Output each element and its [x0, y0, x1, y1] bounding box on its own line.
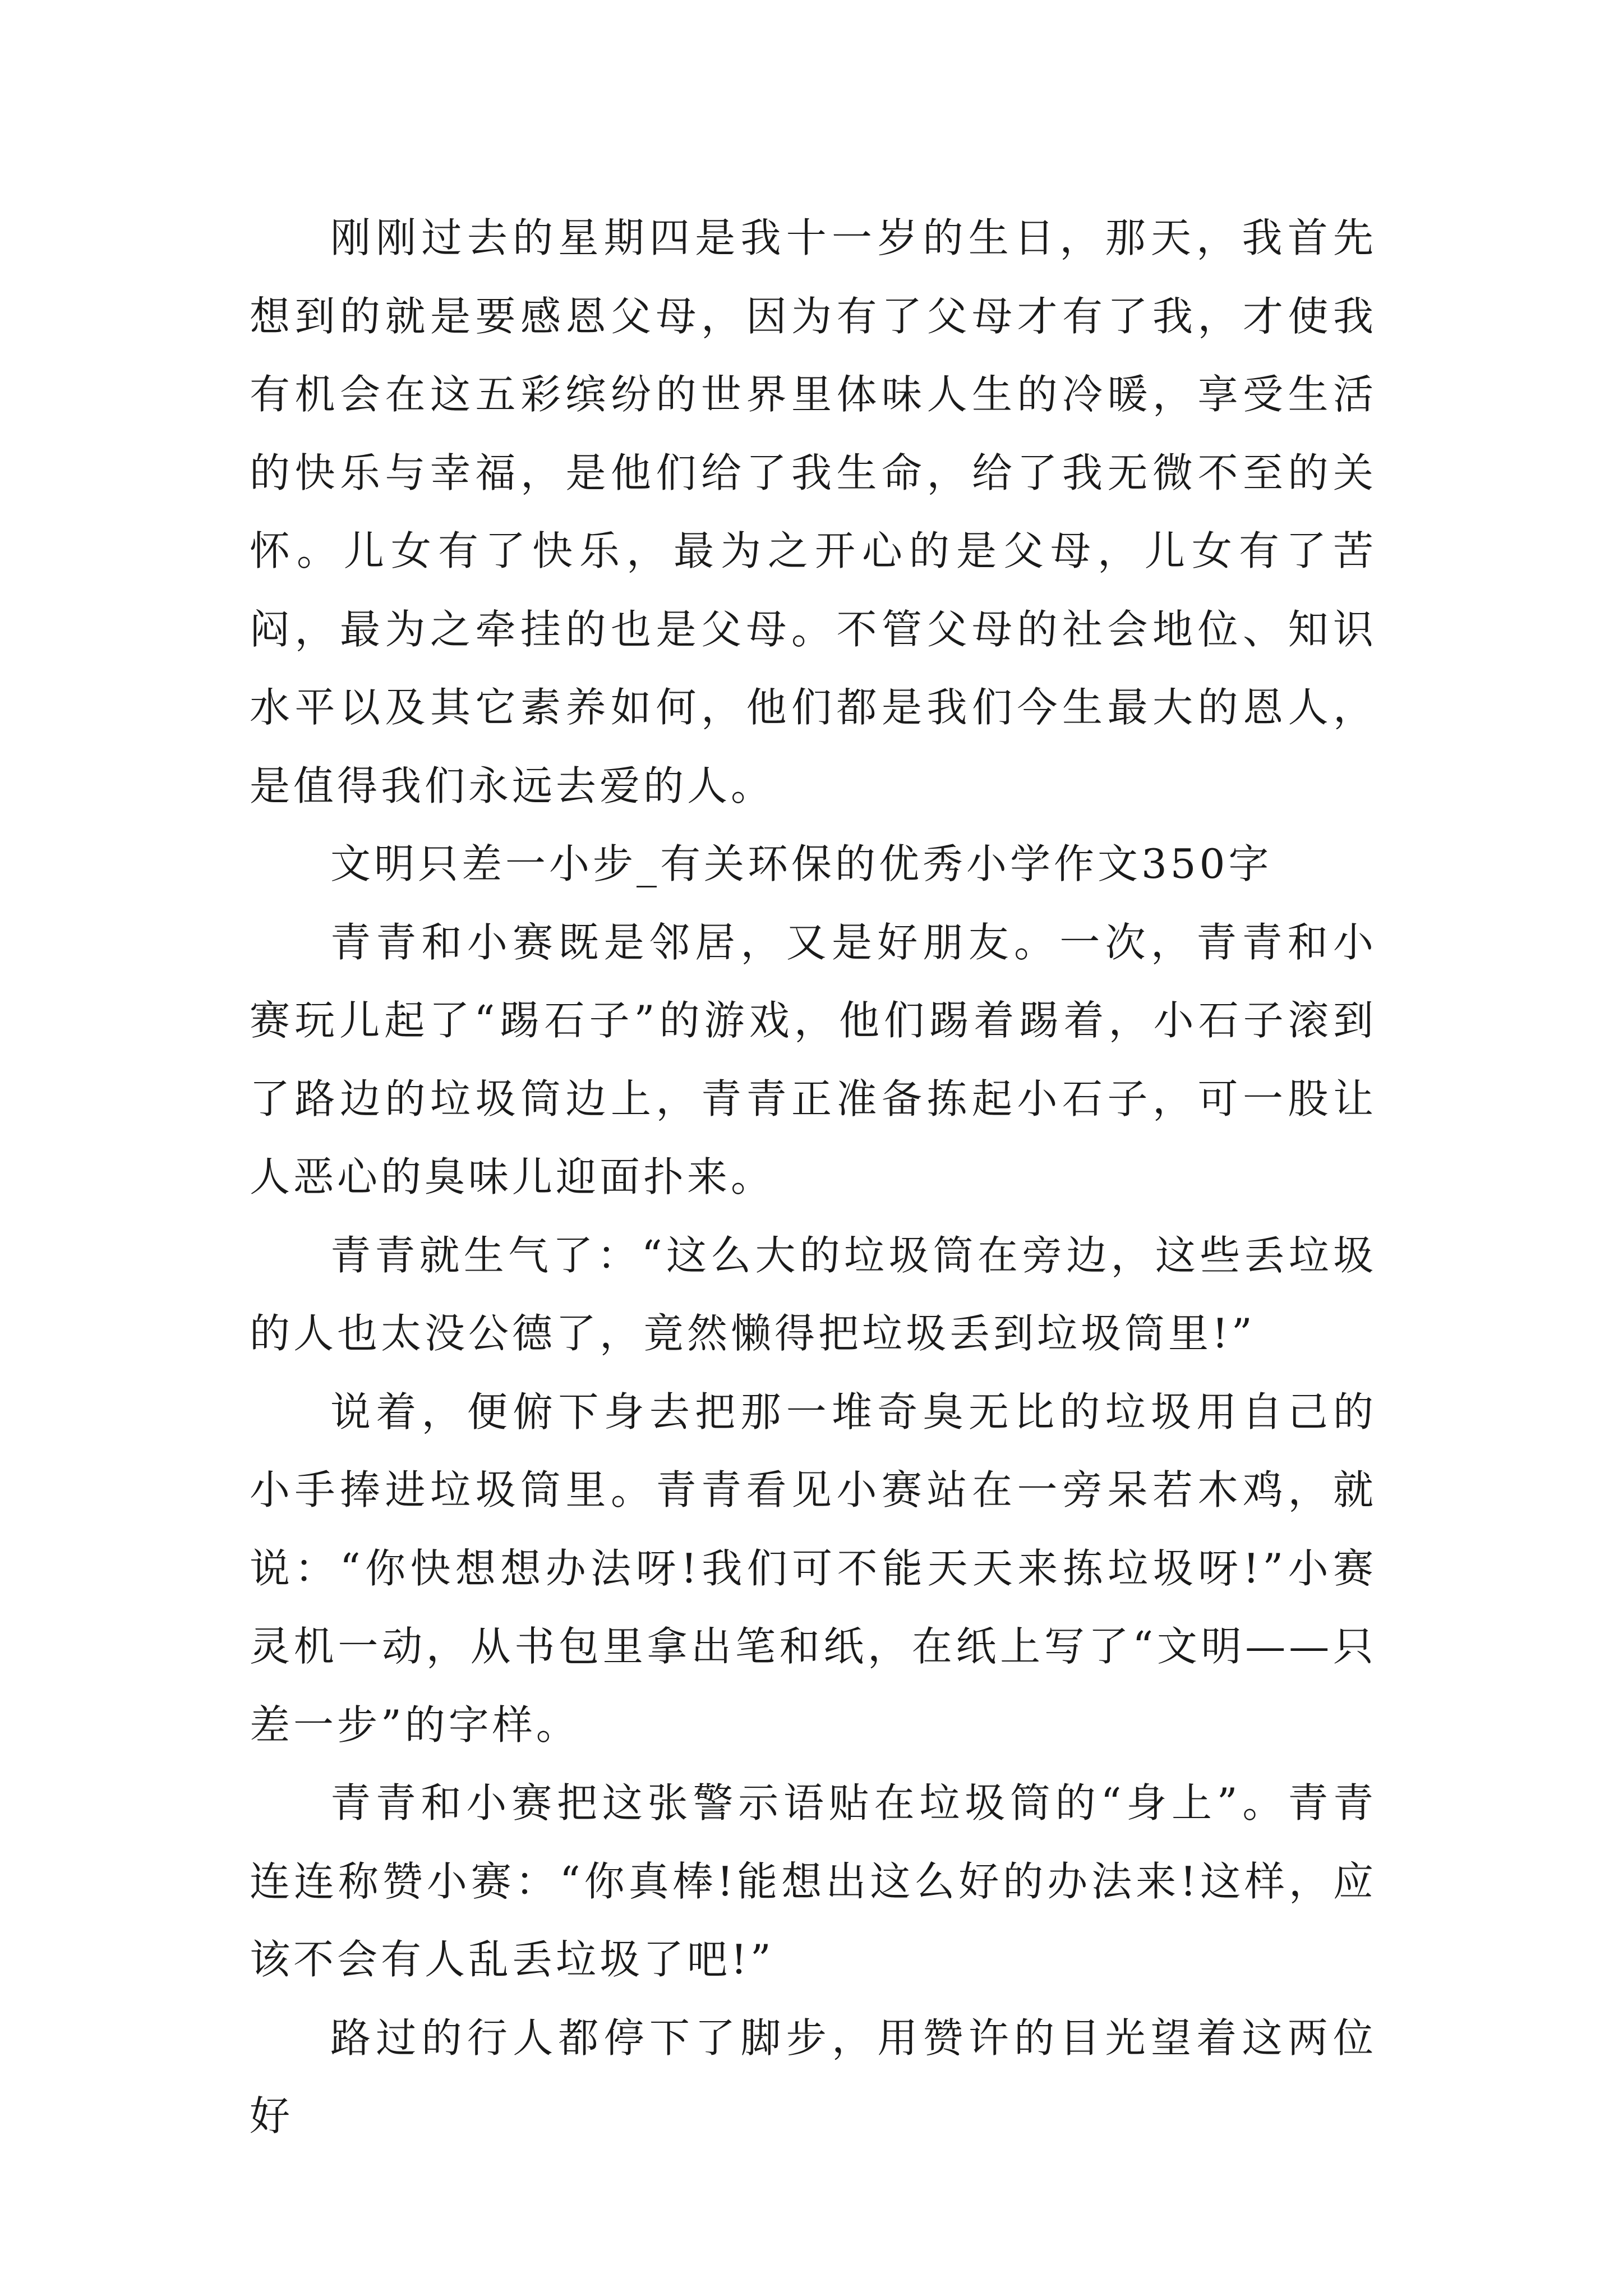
paragraph-picking-trash: 说着，便俯下身去把那一堆奇臭无比的垃圾用自己的小手捧进垃圾筒里。青青看见小赛站在一旁呆若木鸡，就说：“你快想想办法呀!我们可不能天天来拣垃圾呀!”小赛灵机一动，从书包里拿出笔和纸，在纸上写了“文明——只差一步”的字样。 [250, 1388, 1377, 1749]
paragraph-passersby: 路过的行人都停下了脚步，用赞许的目光望着这两位好 [250, 2014, 1377, 2139]
paragraph-warning-sign: 青青和小赛把这张警示语贴在垃圾筒的“身上”。青青连连称赞小赛：“你真棒!能想出这么好的办法来!这样，应该不会有人乱丢垃圾了吧!” [250, 1779, 1377, 1983]
document-body [250, 199, 1377, 2156]
paragraph-birthday-gratitude: 刚刚过去的星期四是我十一岁的生日，那天，我首先想到的就是要感恩父母，因为有了父母才有了我，才使我有机会在这五彩缤纷的世界里体味人生的冷暖，享受生活的快乐与幸福，是他们给了我生命，给了我无微不至的关怀。儿女有了快乐，最为之开心的是父母，儿女有了苦闷，最为之牵挂的也是父母。不管父母的社会地位、知识水平以及其它素养如何，他们都是我们今生最大的恩人，是值得我们永远去爱的人。 [250, 214, 1377, 809]
paragraph-kicking-stones: 青青和小赛既是邻居，又是好朋友。一次，青青和小赛玩儿起了“踢石子”的游戏，他们踢着踢着，小石子滚到了路边的垃圾筒边上，青青正准备拣起小石子，可一股让人恶心的臭味儿迎面扑来。 [250, 918, 1377, 1200]
paragraph-qingqing-angry: 青青就生气了：“这么大的垃圾筒在旁边，这些丢垃圾的人也太没公德了，竟然懒得把垃圾丢到垃圾筒里!” [250, 1231, 1377, 1357]
essay-title: 文明只差一小步_有关环保的优秀小学作文350字 [330, 840, 1272, 887]
